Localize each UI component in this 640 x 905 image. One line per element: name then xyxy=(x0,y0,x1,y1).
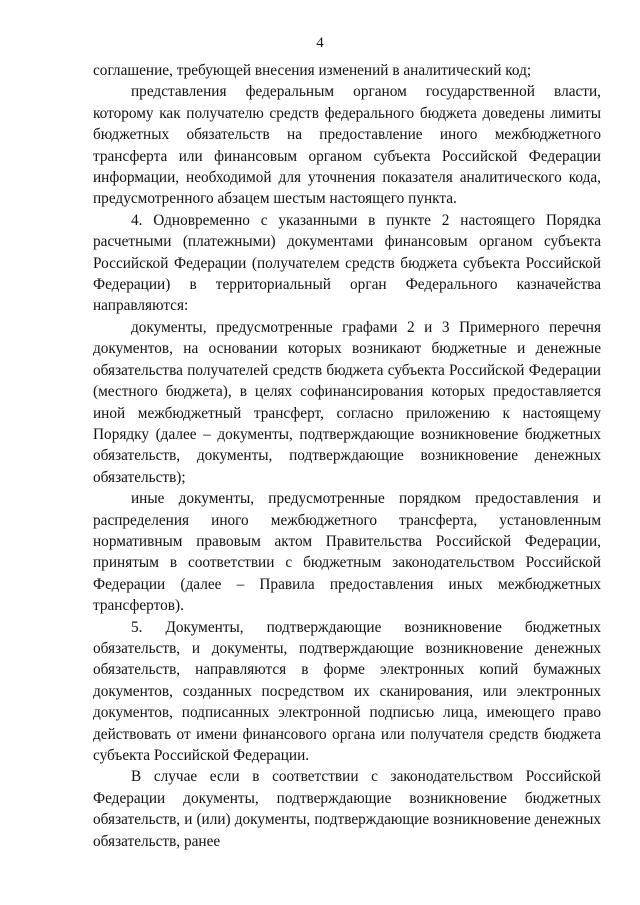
paragraph-item-5: 5. Документы, подтверждающие возникновение бюджетных обязательств, и документы, подтверждающие возникновение денежных обязательств, направляются в форме электронных копий бумажных документов, созданных посредством их сканирования, или электронных документов, подписанных электронной подписью лица, имеющего право действовать от имени финансового органа или получателя средств бюджета субъекта Российской Федерации. xyxy=(93,618,601,764)
paragraph: иные документы, предусмотренные порядком предоставления и распределения иного межбюджетного трансферта, установленным нормативным правовым актом Правительства Российской Федерации, принятым в соответствии с бюджетным законодательством Российской Федерации (далее – Правила предоставления иных межбюджетных трансфертов). xyxy=(93,490,601,615)
paragraph-item-4: 4. Одновременно с указанными в пункте 2 настоящего Порядка расчетными (платежными) документами финансовым органом субъекта Российской Федерации (получателем средств бюджета субъекта Российской Федерации) в территориальный орган Федерального казначейства направляются: xyxy=(93,211,601,315)
paragraph-continuation: соглашение, требующей внесения изменений в аналитический код; xyxy=(93,62,532,79)
paragraph: представления федеральным органом государственной власти, которому как получателю средств федерального бюджета доведены лимиты бюджетных обязательств на предоставление иного межбюджетного трансферта или финансовым органом субъекта Российской Федерации информации, необходимой для уточнения показателя аналитического кода, предусмотренного абзацем шестым настоящего пункта. xyxy=(93,83,601,208)
paragraph: документы, предусмотренные графами 2 и 3 Примерного перечня документов, на основании которых возникают бюджетные и денежные обязательства получателей средств бюджета субъекта Российской Федерации (местного бюджета), в целях софинансирования которых предоставляется иной межбюджетный трансферт, согласно приложению к настоящему Порядку (далее – документы, подтверждающие возникновение бюджетных обязательств, документы, подтверждающие возникновение денежных обязательств); xyxy=(93,318,601,486)
document-body xyxy=(93,60,601,852)
page-number: 4 xyxy=(316,35,324,51)
paragraph: В случае если в соответствии с законодательством Российской Федерации документы, подтверждающие возникновение бюджетных обязательств, и (или) документы, подтверждающие возникновение денежных обязательств, ранее xyxy=(93,768,601,850)
